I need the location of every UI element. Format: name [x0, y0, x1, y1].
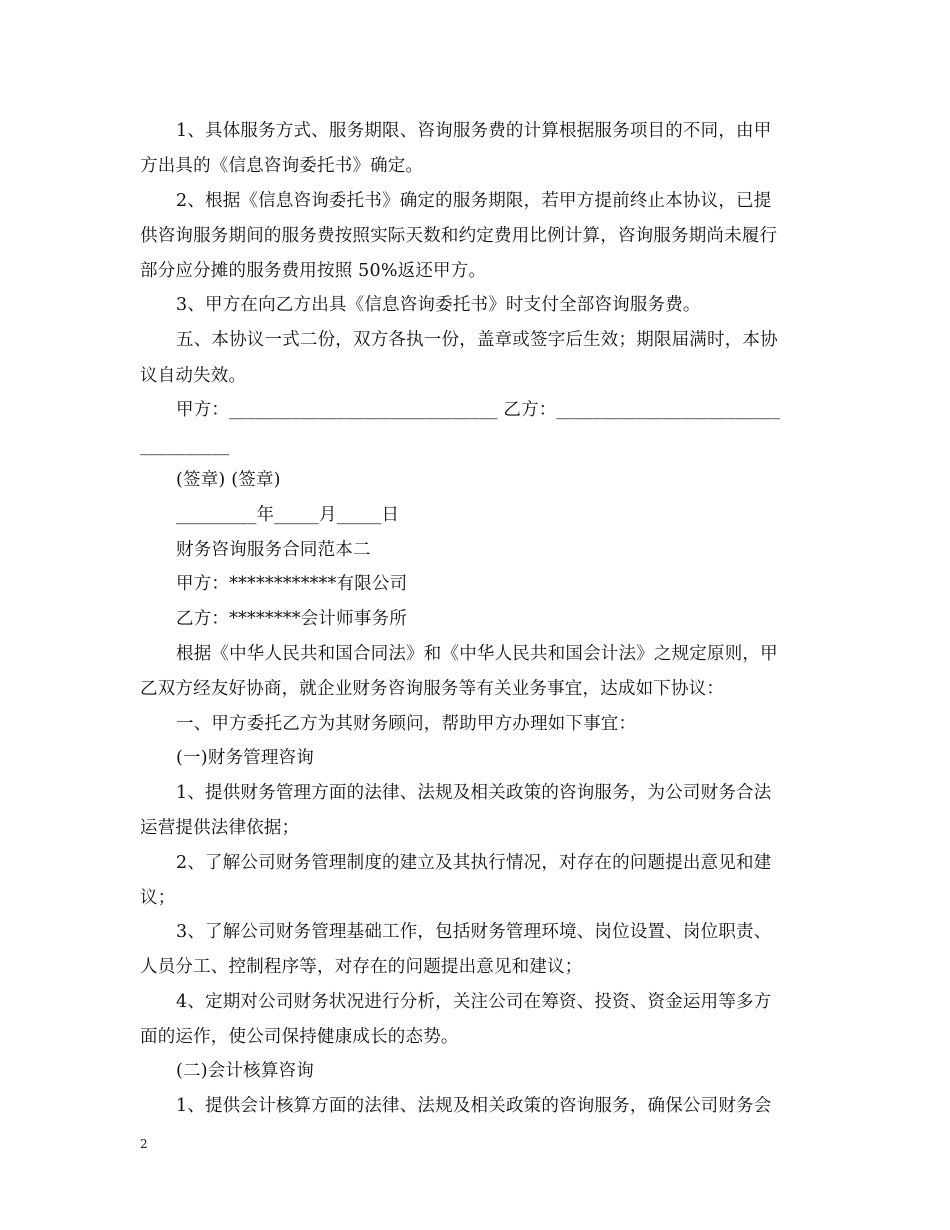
paragraph-line: 2、了解公司财务管理制度的建立及其执行情况，对存在的问题提出意见和建 [176, 853, 772, 873]
party-b-line: 乙方：********会计师事务所 [176, 609, 407, 629]
section-title: 财务咨询服务合同范本二 [176, 540, 371, 560]
subsection-title: (二)会计核算咨询 [176, 1061, 314, 1081]
paragraph-line: 1、具体服务方式、服务期限、咨询服务费的计算根据服务项目的不同，由甲 [176, 121, 772, 141]
paragraph-line: 议； [140, 888, 176, 908]
paragraph-line: 供咨询服务期间的服务费按照实际天数和约定费用比例计算，咨询服务期尚未履行 [140, 226, 778, 246]
paragraph-line: 方出具的《信息咨询委托书》确定。 [140, 156, 424, 176]
paragraph-line: 面的运作，使公司保持健康成长的态势。 [140, 1027, 459, 1047]
paragraph-line: 五、本协议一式二份，双方各执一份，盖章或签字后生效；期限届满时，本协 [176, 330, 778, 350]
page-number: 2 [140, 1137, 148, 1151]
signature-line: 甲方：______________________________ 乙方：_________________________ [176, 400, 781, 420]
paragraph-line: 部分应分摊的服务费用按照 50%返还甲方。 [140, 261, 487, 281]
signature-line-continued: __________ [140, 436, 230, 456]
paragraph-line: 人员分工、控制程序等，对存在的问题提出意见和建议； [140, 957, 583, 977]
subsection-title: (一)财务管理咨询 [176, 748, 314, 768]
paragraph-line: 4、定期对公司财务状况进行分析，关注公司在筹资、投资、资金运用等多方 [176, 992, 772, 1012]
seal-label: (签章) (签章) [176, 470, 281, 490]
paragraph-line: 3、甲方在向乙方出具《信息咨询委托书》时支付全部咨询服务费。 [176, 295, 701, 315]
paragraph-line: 乙双方经友好协商，就企业财务咨询服务等有关业务事宜，达成如下协议： [140, 679, 725, 699]
paragraph-line: 一、甲方委托乙方为其财务顾问，帮助甲方办理如下事宜： [176, 714, 637, 734]
paragraph-line: 运营提供法律依据； [140, 818, 300, 838]
paragraph-line: 1、提供会计核算方面的法律、法规及相关政策的咨询服务，确保公司财务会 [176, 1096, 772, 1116]
party-a-line: 甲方：************有限公司 [176, 574, 408, 594]
date-line: _________年_____月_____日 [176, 505, 400, 525]
paragraph-line: 2、根据《信息咨询委托书》确定的服务期限，若甲方提前终止本协议，已提 [176, 191, 772, 211]
paragraph-line: 议自动失效。 [140, 366, 247, 386]
paragraph-line: 1、提供财务管理方面的法律、法规及相关政策的咨询服务，为公司财务合法 [176, 783, 772, 803]
paragraph-line: 根据《中华人民共和国合同法》和《中华人民共和国会计法》之规定原则，甲 [176, 644, 778, 664]
paragraph-line: 3、了解公司财务管理基础工作，包括财务管理环境、岗位设置、岗位职责、 [176, 922, 772, 942]
